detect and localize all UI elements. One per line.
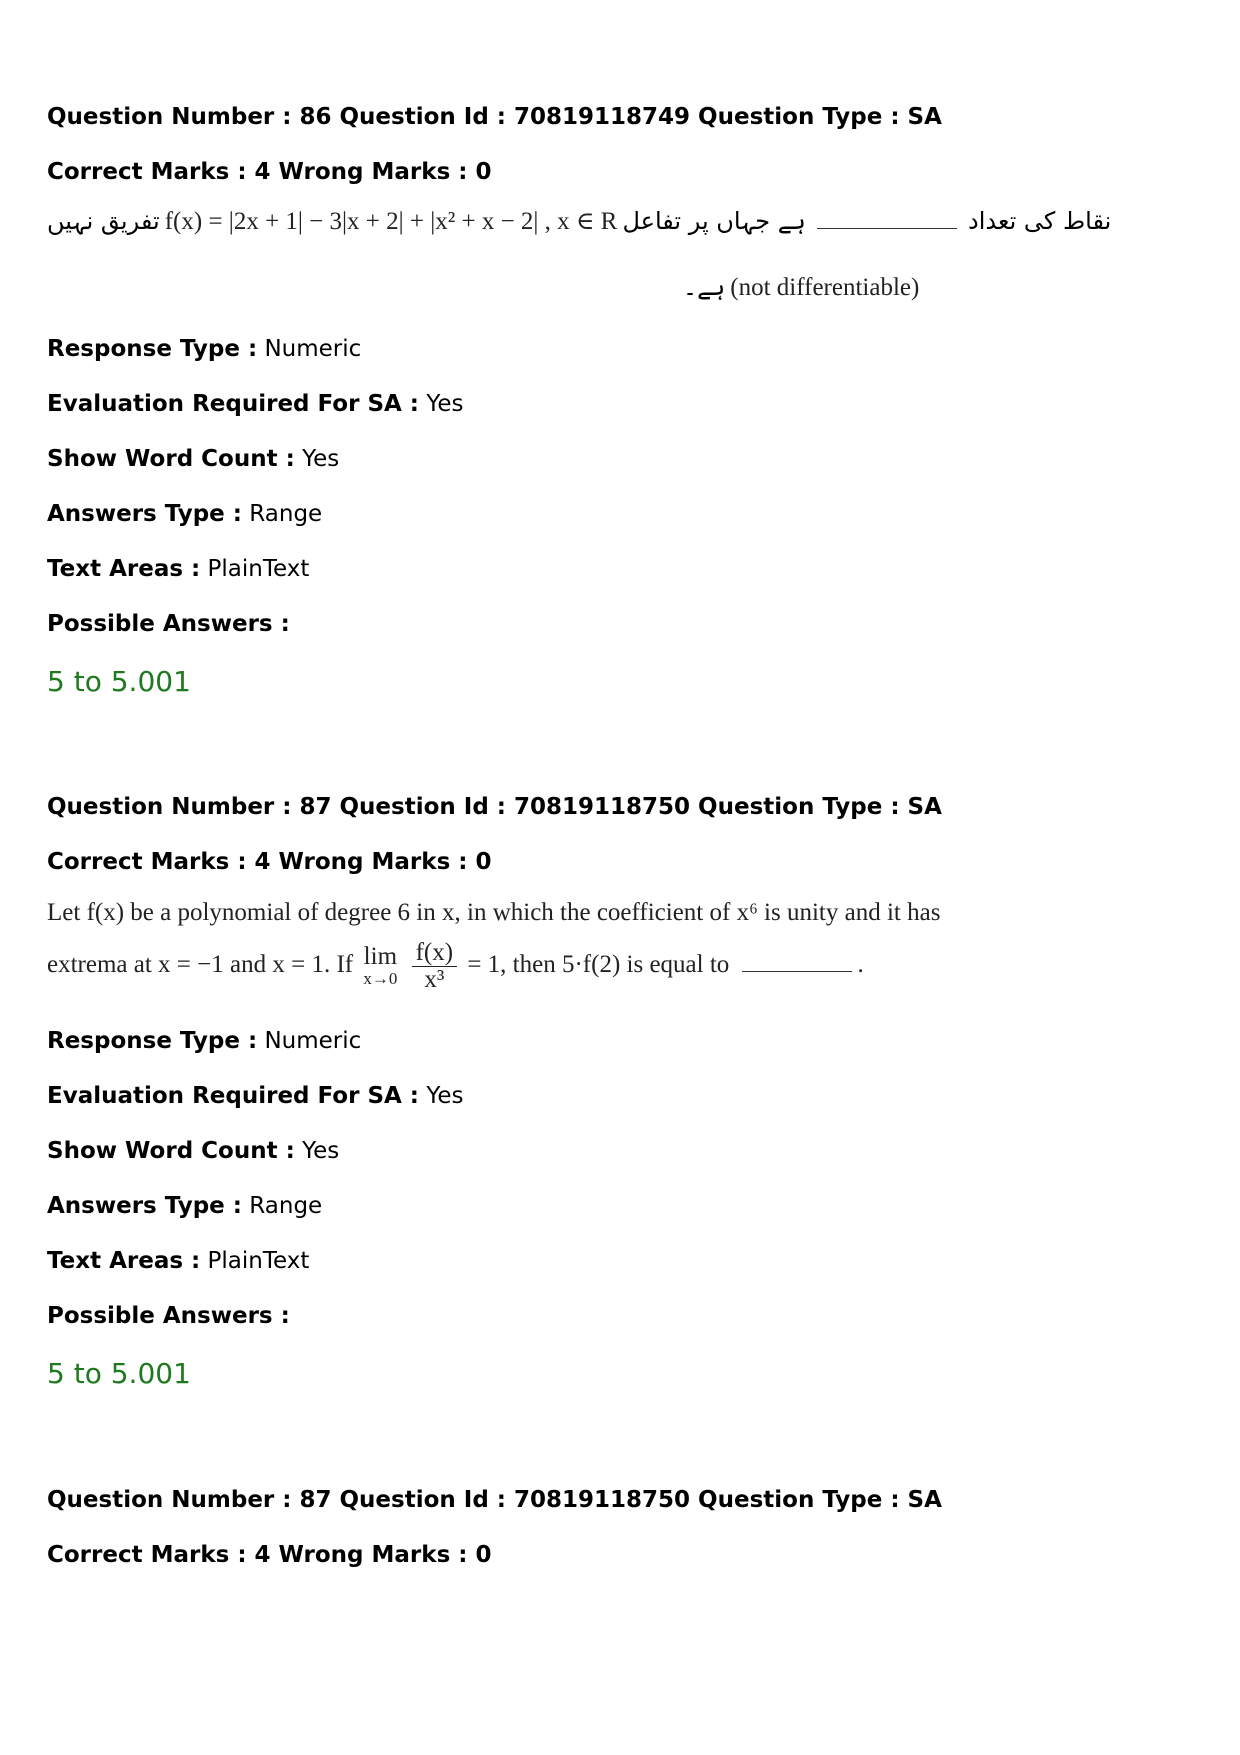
- field-label: Possible Answers :: [47, 611, 290, 637]
- possible-answer: 5 to 5.001: [47, 665, 191, 698]
- field-label: Evaluation Required For SA :: [47, 391, 420, 417]
- limit-expression: [363, 942, 398, 989]
- question-prompt-line2: [683, 273, 919, 302]
- field-row: [47, 1302, 290, 1330]
- field-label: Response Type :: [47, 336, 258, 362]
- marks-line: Correct Marks : 4 Wrong Marks : 0: [47, 1542, 492, 1568]
- prompt-urdu-line2: ہے۔: [683, 273, 726, 301]
- field-row: [47, 500, 322, 528]
- question-header: Question Number : 86 Question Id : 70819118749 Question Type : SA: [47, 104, 942, 130]
- prompt-urdu-mid: ہے جہاں پر تفاعل: [622, 207, 806, 235]
- question-prompt: [47, 206, 1111, 236]
- prompt-line2-end: .: [857, 951, 864, 979]
- prompt-line2-pre: extrema at x = −1 and x = 1. If: [47, 951, 354, 979]
- field-value: Numeric: [264, 1028, 362, 1054]
- field-row: [47, 390, 463, 418]
- field-value: Range: [249, 1193, 323, 1219]
- field-row: [47, 1247, 309, 1275]
- field-value: Yes: [302, 1138, 340, 1164]
- field-row: [47, 1192, 322, 1220]
- field-value: Range: [249, 501, 323, 527]
- field-row: [47, 610, 290, 638]
- prompt-line2: [47, 940, 864, 993]
- field-row: [47, 1082, 463, 1110]
- prompt-urdu-lead: تفریق نہیں: [47, 207, 160, 235]
- fraction: [412, 940, 457, 993]
- field-value: PlainText: [207, 1248, 310, 1274]
- field-label: Answers Type :: [47, 1193, 242, 1219]
- field-label: Text Areas :: [47, 556, 201, 582]
- fraction-numerator: f(x): [412, 940, 457, 967]
- field-label: Response Type :: [47, 1028, 258, 1054]
- field-row: [47, 1027, 361, 1055]
- field-value: Yes: [302, 446, 340, 472]
- field-row: [47, 1137, 339, 1165]
- limit-subscript: x→0: [363, 968, 398, 988]
- field-label: Evaluation Required For SA :: [47, 1083, 420, 1109]
- field-value: Numeric: [264, 336, 362, 362]
- prompt-line2-post: = 1, then 5·f(2) is equal to: [467, 951, 730, 979]
- field-row: [47, 555, 309, 583]
- field-value: Yes: [426, 1083, 464, 1109]
- field-value: PlainText: [207, 556, 310, 582]
- field-label: Text Areas :: [47, 1248, 201, 1274]
- prompt-en-line2: (not differentiable): [730, 274, 920, 301]
- field-label: Show Word Count :: [47, 446, 295, 472]
- field-row: [47, 445, 339, 473]
- field-label: Answers Type :: [47, 501, 242, 527]
- field-row: [47, 335, 361, 363]
- marks-line: Correct Marks : 4 Wrong Marks : 0: [47, 849, 492, 875]
- answer-blank: [817, 228, 957, 229]
- fraction-denominator: x³: [424, 966, 445, 993]
- field-label: Show Word Count :: [47, 1138, 295, 1164]
- marks-line: Correct Marks : 4 Wrong Marks : 0: [47, 159, 492, 185]
- possible-answer: 5 to 5.001: [47, 1357, 191, 1390]
- question-header: Question Number : 87 Question Id : 70819118750 Question Type : SA: [47, 794, 942, 820]
- field-value: Yes: [426, 391, 464, 417]
- answer-blank: [742, 971, 852, 972]
- field-label: Possible Answers :: [47, 1303, 290, 1329]
- prompt-formula: f(x) = |2x + 1| − 3|x + 2| + |x² + x − 2| , x ∈ R: [164, 208, 618, 235]
- limit-label: lim: [363, 942, 398, 970]
- question-header: Question Number : 87 Question Id : 70819118750 Question Type : SA: [47, 1487, 942, 1513]
- prompt-urdu-tail: نقاط کی تعداد: [968, 207, 1112, 235]
- prompt-line1: Let f(x) be a polynomial of degree 6 in x, in which the coefficient of x⁶ is unity and it has: [47, 899, 941, 926]
